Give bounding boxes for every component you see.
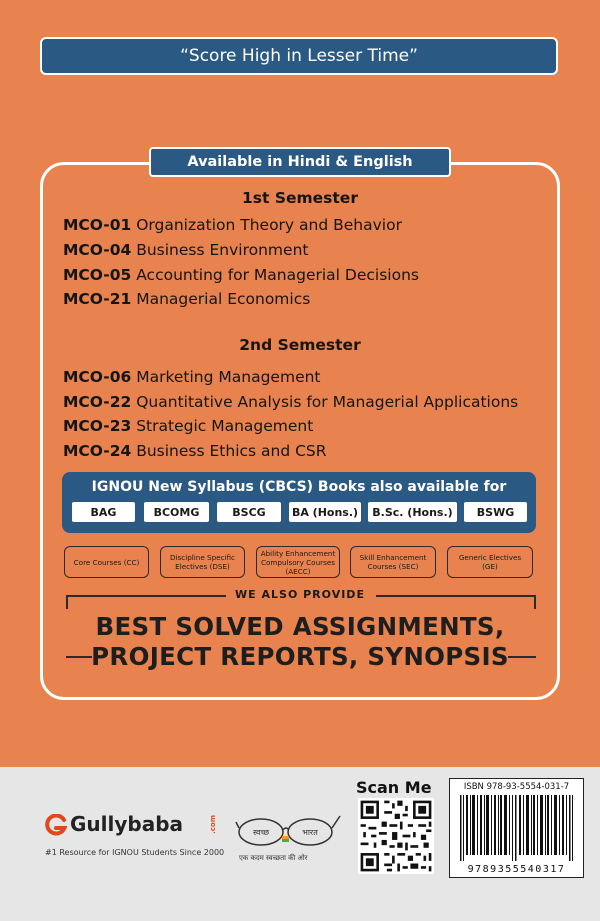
category-pill: Skill Enhancement Courses (SEC)	[350, 546, 436, 578]
provide-line-1: BEST SOLVED ASSIGNMENTS,	[95, 612, 505, 641]
scan-label: Scan Me	[356, 778, 432, 797]
provide-label: WE ALSO PROVIDE	[235, 588, 365, 601]
course-item	[63, 393, 518, 411]
course-name: Business Ethics and CSR	[136, 442, 327, 460]
program-chip: BCOMG	[144, 502, 209, 522]
cbcs-title: IGNOU New Syllabus (CBCS) Books also available for	[91, 479, 507, 495]
course-name: Managerial Economics	[136, 290, 311, 308]
category-pill: Ability Enhancement Compulsory Courses (AECC)	[256, 546, 340, 578]
program-chip: BSCG	[217, 502, 281, 522]
course-item	[63, 368, 321, 386]
course-item	[63, 266, 419, 284]
course-item	[63, 216, 402, 234]
course-name: Accounting for Managerial Decisions	[136, 266, 419, 284]
category-pill: Generic Electives (GE)	[447, 546, 533, 578]
isbn-label: ISBN 978-93-5554-031-7	[463, 782, 570, 792]
program-chip: BAG	[72, 502, 135, 522]
brand-name: Gullybaba	[70, 812, 184, 836]
course-code: MCO-04	[63, 241, 132, 259]
category-pill: Core Courses (CC)	[64, 546, 149, 578]
course-code: MCO-22	[63, 393, 132, 411]
swachh-left-text: स्वच्छ	[252, 828, 270, 837]
course-code: MCO-21	[63, 290, 132, 308]
brand-tagline: #1 Resource for IGNOU Students Since 2000	[45, 848, 225, 857]
course-name: Quantitative Analysis for Managerial Applications	[136, 393, 519, 411]
spectacles-icon	[234, 812, 342, 852]
tagline-banner	[40, 37, 558, 75]
course-item	[63, 442, 327, 460]
semester-2-title: 2nd Semester	[239, 336, 361, 354]
availability-text: Available in Hindi & English	[187, 154, 413, 170]
course-item	[63, 290, 310, 308]
barcode-digits: 9789355540317	[467, 864, 566, 875]
course-code: MCO-05	[63, 266, 132, 284]
swachh-right-text: भारत	[302, 828, 318, 837]
course-code: MCO-24	[63, 442, 132, 460]
swachh-tagline: एक कदम स्वच्छता की ओर	[239, 854, 308, 862]
availability-badge	[149, 147, 451, 177]
course-name: Strategic Management	[136, 417, 314, 435]
course-name: Marketing Management	[136, 368, 321, 386]
category-pill: Discipline Specific Electives (DSE)	[160, 546, 245, 578]
course-item	[63, 417, 313, 435]
g-logo-icon	[45, 814, 67, 836]
course-name: Organization Theory and Behavior	[136, 216, 402, 234]
program-chip: B.Sc. (Hons.)	[368, 502, 457, 522]
barcode-icon	[458, 795, 576, 861]
program-chip: BA (Hons.)	[289, 502, 361, 522]
semester-1-title: 1st Semester	[242, 189, 358, 207]
tagline-text: “Score High in Lesser Time”	[180, 46, 418, 66]
course-code: MCO-23	[63, 417, 132, 435]
course-name: Business Environment	[136, 241, 309, 259]
isbn-barcode-box	[449, 778, 584, 878]
course-code: MCO-06	[63, 368, 132, 386]
course-item	[63, 241, 308, 259]
course-code: MCO-01	[63, 216, 132, 234]
brand-domain: .com	[209, 815, 217, 834]
program-chip: BSWG	[464, 502, 527, 522]
provide-line-2: PROJECT REPORTS, SYNOPSIS	[91, 642, 509, 671]
qr-code-icon	[358, 798, 434, 874]
